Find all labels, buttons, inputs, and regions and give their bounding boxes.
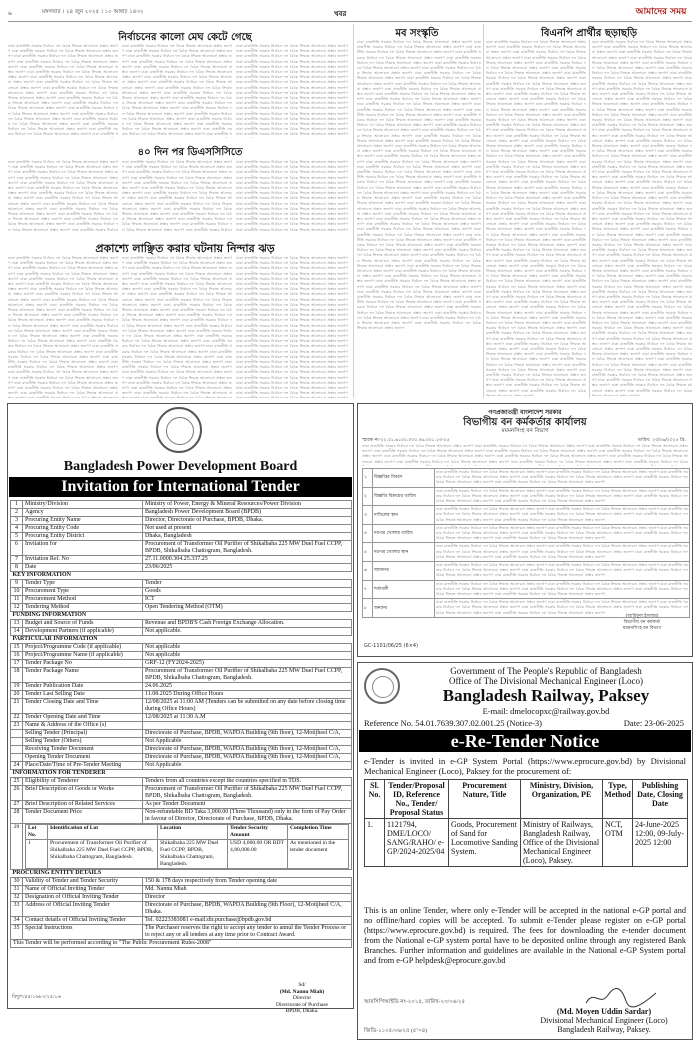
table-row [11, 501, 352, 509]
row-number: 23 [11, 722, 23, 730]
table-cell: 1. [365, 819, 385, 867]
row-value: As per Tender Document [143, 801, 352, 809]
section-name: খবর [334, 10, 347, 18]
row-number: 17 [11, 660, 23, 668]
section-heading: FUNDING INFORMATION [11, 612, 352, 620]
sig-line: Directorate of Purchase [276, 1001, 328, 1008]
row-number [11, 746, 23, 754]
row-key: Brief Description of Goods or Works [23, 786, 143, 801]
sig-name: (আরিফুল ইসলাম) [625, 614, 659, 619]
col-header: Procurement Nature, Title [449, 780, 521, 819]
col-header: Sl. No. [365, 780, 385, 819]
railway-tender-table [364, 779, 688, 867]
row-value: Tel. 02223383081 e-mail:dir.purchase@bpdb.gov.bd [143, 917, 352, 925]
row-value: Open Tendering Method (OTM) [143, 604, 352, 612]
gov-heading [402, 666, 690, 686]
table-row [11, 652, 352, 660]
row-number: ১ [363, 469, 373, 488]
row-number: 31 [11, 886, 23, 894]
lot-data-row [26, 840, 349, 869]
lot-col-header: Tender Security Amount [228, 825, 288, 840]
row-number: 18 [11, 668, 23, 683]
row-key: Tender Closing Date and Time [23, 699, 143, 714]
row-number: 24 [11, 762, 23, 770]
row-key: Receiving Tender Document [23, 746, 143, 754]
closing-row [11, 940, 352, 948]
row-key: Ministry/Division [23, 501, 143, 509]
row-key: Invitation Ref. No [23, 556, 143, 564]
row-key: Invitation for [23, 541, 143, 556]
row-value: Goods [143, 588, 352, 596]
row-key: শর্তাবলী [373, 580, 435, 599]
notice-title: e-Re-Tender Notice [359, 730, 691, 752]
row-number: 8 [11, 564, 23, 572]
notice-date: Date: 23-06-2025 [623, 718, 684, 728]
row-key: Tender Package Name [23, 668, 143, 683]
row-key: Tender Document Price [23, 809, 143, 824]
row-value: ICT [143, 596, 352, 604]
col-header: Type, Method [603, 780, 633, 819]
lot-table [25, 824, 349, 869]
reference-number: Reference No. 54.01.7639.307.02.001.25 (Notice-3) [364, 718, 542, 728]
row-number: 7 [11, 556, 23, 564]
memo-number: স্মারক নং-২২.০১.৬১০০.০০০.০৬.০০১.২৩-২৫ [362, 438, 450, 443]
row-key: Tender Last Selling Date [23, 691, 143, 699]
row-key: Address of Official Inviting Tender [23, 902, 143, 917]
page-number: ৬ [8, 10, 12, 17]
row-number: 14 [11, 628, 23, 636]
signature-scribble-icon [582, 985, 662, 1009]
section-row [11, 572, 352, 580]
row-number: 1 [11, 501, 23, 509]
lot-col-header: Identification of Lot [48, 825, 158, 840]
masthead-logo: আমাদের সময় [635, 7, 687, 17]
headline-protest: প্রকাশ্যে লাঞ্ছিত করার ঘটনায় নিন্দার ঝড় [95, 242, 275, 255]
row-key: Validity of Tender and Tender Security [23, 878, 143, 886]
article-text: ঢাকা রাজনীতি সরকার নির্বাচন দল বৈঠক সিদ্ধান্ত আলোচনা প্রস্তাব জনগণ ঢাকা রাজনীতি সরকার নির্বাচন দল বৈঠক সিদ্ধান্ত আলোচনা প্রস্তাব জনগণ ঢাকা রাজনীতি সরকার নির্বাচন দল বৈঠক সিদ্ধান্ত আলোচনা প্রস্তাব জনগণ ঢাকা রাজনীতি সরকার নির্বাচন দল বৈঠক সিদ্ধান্ত আলোচনা প্রস্তাব জনগণ ঢাকা রাজনীতি সরকার নির্বাচন দল বৈঠক সিদ্ধান্ত আলোচনা প্রস্তাব জনগণ ঢাকা রাজনীতি সরকার নির্বাচন দল বৈঠক সিদ্ধান্ত আলোচনা প্রস্তাব জনগণ ঢাকা রাজনীতি সরকার নির্বাচন দল বৈঠক সিদ্ধান্ত আলোচনা প্রস্তাব জনগণ ঢাকা রাজনীতি সরকার নির্বাচন দল বৈঠক সিদ্ধান্ত আলোচনা প্রস্তাব জনগণ ঢাকা রাজনীতি সরকার নির্বাচন দল বৈঠক সিদ্ধান্ত আলোচনা প্রস্তাব জনগণ ঢাকা রাজনীতি সরকার নির্বাচন দল বৈঠক সিদ্ধান্ত আলোচনা প্রস্তাব জনগণ ঢাকা রাজনীতি সরকার নির্বাচন দল বৈঠক সিদ্ধান্ত আলোচনা প্রস্তাব জনগণ ঢাকা রাজনীতি সরকার নির্বাচন দল বৈঠক সিদ্ধান্ত আলোচনা প্রস্তাব জনগণ ঢাকা রাজনীতি সরকার নির্বাচন দল বৈঠক সিদ্ধান্ত আলোচনা প্রস্তাব জনগণ ঢাকা রাজনীতি সরকার নির্বাচন [8, 160, 118, 232]
row-number: 5 [11, 533, 23, 541]
lot-cell: As mentioned in the tender document [288, 840, 349, 869]
row-key: Procurement Type [23, 588, 143, 596]
table-row [363, 506, 690, 525]
section-row [11, 870, 352, 878]
section-row [11, 770, 352, 778]
row-number: ৭ [363, 580, 373, 599]
row-key: Selling Tender (Others) [23, 738, 143, 746]
sig-line: ময়মনসিংহ বন বিভাগ [622, 626, 662, 631]
table-row [11, 533, 352, 541]
forest-office-notice [357, 403, 693, 657]
table-row [11, 556, 352, 564]
row-key: Special Instructions [23, 925, 143, 940]
article-text: ঢাকা রাজনীতি সরকার নির্বাচন দল বৈঠক সিদ্ধান্ত আলোচনা প্রস্তাব জনগণ ঢাকা রাজনীতি সরকার নির্বাচন দল বৈঠক সিদ্ধান্ত আলোচনা প্রস্তাব জনগণ ঢাকা রাজনীতি সরকার নির্বাচন দল বৈঠক সিদ্ধান্ত আলোচনা প্রস্তাব জনগণ ঢাকা রাজনীতি সরকার নির্বাচন দল বৈঠক সিদ্ধান্ত আলোচনা প্রস্তাব জনগণ ঢাকা রাজনীতি সরকার নির্বাচন দল বৈঠক সিদ্ধান্ত আলোচনা প্রস্তাব জনগণ ঢাকা রাজনীতি সরকার নির্বাচন দল বৈঠক সিদ্ধান্ত আলোচনা প্রস্তাব জনগণ ঢাকা রাজনীতি সরকার নির্বাচন দল বৈঠক সিদ্ধান্ত আলোচনা প্রস্তাব জনগণ ঢাকা রাজনীতি সরকার নির্বাচন দল বৈঠক সিদ্ধান্ত আলোচনা প্রস্তাব জনগণ ঢাকা রাজনীতি সরকার নির্বাচন দল বৈঠক সিদ্ধান্ত আলোচনা প্রস্তাব জনগণ ঢাকা রাজনীতি সরকার নির্বাচন দল বৈঠক সিদ্ধান্ত আলোচনা প্রস্তাব জনগণ ঢাকা রাজনীতি সরকার নির্বাচন দল বৈঠক সিদ্ধান্ত আলোচনা প্রস্তাব জনগণ ঢাকা রাজনীতি সরকার নির্বাচন দল বৈঠক সিদ্ধান্ত আলোচনা প্রস্তাব জনগণ ঢাকা রাজনীতি সরকার নির্বাচন দল বৈঠক সিদ্ধান্ত আলোচনা প্রস্তাব জনগণ ঢাকা রাজনীতি সরকার নির্বাচন দল বৈঠক সিদ্ধান্ত আলোচনা প্রস্তাব জনগণ [236, 160, 348, 232]
row-number: 19 [11, 683, 23, 691]
row-value: ঢাকা রাজনীতি সরকার নির্বাচন দল বৈঠক সিদ্ধান্ত আলোচনা প্রস্তাব জনগণ ঢাকা রাজনীতি সরকার নির্বাচন দল বৈঠক সিদ্ধান্ত আলোচনা প্রস্তাব জনগণ ঢাকা রাজনীতি সরকার নির্বাচন দল বৈঠক সিদ্ধান্ত আলোচনা প্রস্তাব জনগণ ঢাকা রাজনীতি সরকার নির্বাচন দল বৈঠক সিদ্ধান্ত আলোচনা প্রস্তাব জনগণ ঢাকা রাজনীতি সরকার নির্বাচন দল বৈঠক সিদ্ধান্ত আলোচনা প্রস্তাব জনগণ ঢাকা রাজনীতি সরকার নির্বাচন দল বৈঠক সিদ্ধান্ত আলোচনা প্রস্তাব জনগণ [435, 524, 690, 543]
row-number: 28 [11, 809, 23, 824]
row-value: Directorate of Purchase, BPDB, WAPDA Building (9th floor), 12-Motijheel C/A, [143, 730, 352, 738]
table-cell: Ministry of Railways, Bangladesh Railway, Office of the Divisional Mechanical Engineer (Loco), Paksey. [521, 819, 603, 867]
sig-line: Divisional Mechanical Engineer (Loco) [540, 1016, 668, 1025]
row-key: দরপত্র খোলার স্থান [373, 543, 435, 562]
table-row [11, 564, 352, 572]
row-number: ৩ [363, 506, 373, 525]
lot-header [23, 824, 352, 870]
row-value: ঢাকা রাজনীতি সরকার নির্বাচন দল বৈঠক সিদ্ধান্ত আলোচনা প্রস্তাব জনগণ ঢাকা রাজনীতি সরকার নির্বাচন দল বৈঠক সিদ্ধান্ত আলোচনা প্রস্তাব জনগণ ঢাকা রাজনীতি সরকার নির্বাচন দল বৈঠক সিদ্ধান্ত আলোচনা প্রস্তাব জনগণ ঢাকা রাজনীতি সরকার নির্বাচন দল বৈঠক সিদ্ধান্ত আলোচনা প্রস্তাব জনগণ ঢাকা রাজনীতি সরকার নির্বাচন দল বৈঠক সিদ্ধান্ত আলোচনা প্রস্তাব জনগণ ঢাকা রাজনীতি সরকার নির্বাচন দল বৈঠক সিদ্ধান্ত আলোচনা প্রস্তাব জনগণ [435, 506, 690, 525]
row-key: Procuring Entity Code [23, 525, 143, 533]
row-key: Opening Tender Document [23, 754, 143, 762]
article-text: ঢাকা রাজনীতি সরকার নির্বাচন দল বৈঠক সিদ্ধান্ত আলোচনা প্রস্তাব জনগণ ঢাকা রাজনীতি সরকার নির্বাচন দল বৈঠক সিদ্ধান্ত আলোচনা প্রস্তাব জনগণ ঢাকা রাজনীতি সরকার নির্বাচন দল বৈঠক সিদ্ধান্ত আলোচনা প্রস্তাব জনগণ ঢাকা রাজনীতি সরকার নির্বাচন দল বৈঠক সিদ্ধান্ত আলোচনা প্রস্তাব জনগণ ঢাকা রাজনীতি সরকার নির্বাচন দল বৈঠক সিদ্ধান্ত আলোচনা প্রস্তাব জনগণ ঢাকা রাজনীতি সরকার নির্বাচন দল বৈঠক সিদ্ধান্ত আলোচনা প্রস্তাব জনগণ ঢাকা রাজনীতি সরকার নির্বাচন দল বৈঠক সিদ্ধান্ত আলোচনা প্রস্তাব জনগণ ঢাকা রাজনীতি সরকার নির্বাচন দল বৈঠক সিদ্ধান্ত আলোচনা প্রস্তাব জনগণ ঢাকা রাজনীতি সরকার নির্বাচন দল বৈঠক সিদ্ধান্ত আলোচনা প্রস্তাব জনগণ ঢাকা রাজনীতি সরকার নির্বাচন দল বৈঠক সিদ্ধান্ত আলোচনা প্রস্তাব জনগণ ঢাকা রাজনীতি সরকার নির্বাচন দল বৈঠক সিদ্ধান্ত আলোচনা প্রস্তাব জনগণ ঢাকা রাজনীতি সরকার নির্বাচন দল বৈঠক সিদ্ধান্ত আলোচনা প্রস্তাব জনগণ ঢাকা রাজনীতি সরকার নির্বাচন দল বৈঠক সিদ্ধান্ত আলোচনা প্রস্তাব জনগণ ঢাকা রাজনীতি সরকার নির্বাচন দল বৈঠক সিদ্ধান্ত আলোচনা প্রস্তাব জনগণ ঢাকা রাজনীতি সরকার নির্বাচন দল বৈঠক সিদ্ধান্ত আলোচনা প্রস্তাব জনগণ ঢাকা রাজনীতি সরকার নির্বাচন দল বৈঠক সিদ্ধান্ত আলোচনা প্রস্তাব জনগণ ঢাকা রাজনীতি সরকার নির্বাচন দল বৈঠক সিদ্ধান্ত আলোচনা প্রস্তাব জনগণ ঢাকা রাজনীতি সরকার নির্বাচন দল বৈঠক সিদ্ধান্ত আলোচনা প্রস্তাব জনগণ ঢাকা রাজনীতি সরকার নির্বাচন দল বৈঠক সিদ্ধান্ত আলোচনা প্রস্তাব জনগণ ঢাকা রাজনীতি সরকার নির্বাচন দল বৈঠক সিদ্ধান্ত আলোচনা প্রস্তাব জনগণ ঢাকা রাজনীতি সরকার নির্বাচন দল বৈঠক সিদ্ধান্ত আলোচনা প্রস্তাব জনগণ ঢাকা রাজনীতি সরকার নির্বাচন দল বৈঠক সিদ্ধান্ত আলোচনা প্রস্তাব জনগণ ঢাকা রাজনীতি সরকার নির্বাচন দল বৈঠক সিদ্ধান্ত আলোচনা প্রস্তাব জনগণ ঢাকা রাজনীতি সরকার নির্বাচন দল বৈঠক সিদ্ধান্ত আলোচনা প্রস্তাব জনগণ ঢাকা রাজনীতি সরকার নির্বাচন দল বৈঠক সিদ্ধান্ত আলোচনা প্রস্তাব জনগণ ঢাকা রাজনীতি সরকার নির্বাচন দল বৈঠক সিদ্ধান্ত আলোচনা প্র [8, 256, 118, 396]
row-value: Director, Directorate of Purchase, BPDB, Dhaka. [143, 517, 352, 525]
gov-line-1: Government of The People's Republic of Bangladesh [450, 666, 642, 676]
column-divider [589, 40, 590, 398]
col-header: Ministry, Division, Organization, PE [521, 780, 603, 819]
row-value: Revenue and BPDB'S Cash Foreign Exchange Allocation. [143, 620, 352, 628]
table-row [11, 801, 352, 809]
table-row [11, 754, 352, 762]
row-number: ৫ [363, 543, 373, 562]
bpdb-logo-icon [156, 407, 202, 453]
table-row [11, 746, 352, 754]
row-number: 30 [11, 878, 23, 886]
row-key: Tendering Method [23, 604, 143, 612]
row-value: Tenders from all countries except the countries specified in TDS. [143, 778, 352, 786]
row-key: Procuring Entity District [23, 533, 143, 541]
forest-notice-table [362, 468, 690, 618]
row-key: দরপত্র খোলার তারিখ [373, 524, 435, 543]
railway-email: E-mail: dmelocopxc@railway.gov.bd [482, 706, 610, 716]
notice-body-text: ঢাকা রাজনীতি সরকার নির্বাচন দল বৈঠক সিদ্ধান্ত আলোচনা প্রস্তাব জনগণ ঢাকা রাজনীতি সরকার নির্বাচন দল বৈঠক সিদ্ধান্ত আলোচনা প্রস্তাব জনগণ ঢাকা রাজনীতি সরকার নির্বাচন দল বৈঠক সিদ্ধান্ত আলোচনা প্রস্তাব জনগণ ঢাকা রাজনীতি সরকার নির্বাচন দল বৈঠক সিদ্ধান্ত আলোচনা প্রস্তাব জনগণ ঢাকা রাজনীতি সরকার নির্বাচন দল বৈঠক সিদ্ধান্ত আলোচনা প্রস্তাব জনগণ ঢাকা রাজনীতি সরকার নির্বাচন দল বৈঠক সিদ্ধান্ত আলোচনা প্রস্তাব জনগণ ঢাকা রাজনীতি সরকার নির্বাচন দল বৈঠক সিদ্ধান্ত আলোচনা প্রস্তাব জনগণ ঢাকা রাজনীতি সরকার নির্বাচন দল বৈঠক সিদ্ধান্ত আলোচনা প্রস্তাব জনগণ ঢাকা রাজনীতি সরকার নির্বাচন দল বৈঠক সিদ্ধান্ত আলোচনা প্রস্তাব জনগণ ঢাকা রাজনীতি সরকার নির্বাচন দল বৈঠক সিদ্ধান্ত আলোচনা প্রস্তাব জনগণ ঢাকা রাজনীতি সরকার নির্বাচন দল বৈঠক সিদ্ধান্ত আলোচনা প্রস্তাব জনগণ ঢাকা রাজনীতি সরকার নির্বাচন দল বৈঠক [362, 444, 688, 464]
article-text: ঢাকা রাজনীতি সরকার নির্বাচন দল বৈঠক সিদ্ধান্ত আলোচনা প্রস্তাব জনগণ ঢাকা রাজনীতি সরকার নির্বাচন দল বৈঠক সিদ্ধান্ত আলোচনা প্রস্তাব জনগণ ঢাকা রাজনীতি সরকার নির্বাচন দল বৈঠক সিদ্ধান্ত আলোচনা প্রস্তাব জনগণ ঢাকা রাজনীতি সরকার নির্বাচন দল বৈঠক সিদ্ধান্ত আলোচনা প্রস্তাব জনগণ ঢাকা রাজনীতি সরকার নির্বাচন দল বৈঠক সিদ্ধান্ত আলোচনা প্রস্তাব জনগণ ঢাকা রাজনীতি সরকার নির্বাচন দল বৈঠক সিদ্ধান্ত আলোচনা প্রস্তাব জনগণ ঢাকা রাজনীতি সরকার নির্বাচন দল বৈঠক সিদ্ধান্ত আলোচনা প্রস্তাব জনগণ ঢাকা রাজনীতি সরকার নির্বাচন দল বৈঠক সিদ্ধান্ত আলোচনা প্রস্তাব জনগণ ঢাকা রাজনীতি সরকার নির্বাচন দল বৈঠক সিদ্ধান্ত আলোচনা প্রস্তাব জনগণ ঢাকা রাজনীতি সরকার নির্বাচন দল বৈঠক সিদ্ধান্ত আলোচনা প্রস্তাব জনগণ ঢাকা রাজনীতি সরকার নির্বাচন দল বৈঠক সিদ্ধান্ত আলোচনা প্রস্তাব জনগণ ঢাকা রাজনীতি সরকার নির্বাচন দল বৈঠক সিদ্ধান্ত আলোচনা প্রস্তাব জনগণ ঢাকা রাজনীতি সরকার নির্বাচন দল বৈঠক সিদ্ধান্ত আলোচনা প্রস্তাব জনগণ ঢাকা রাজনীতি সরকার নির্বাচন দল বৈঠক সিদ্ধান্ত আলোচনা প্রস্তাব জনগণ ঢাকা রাজনীতি সরকার নির্বাচন দল বৈঠক সিদ্ধান্ত আলোচনা প্রস্তাব জনগণ ঢাকা রাজনীতি সরকার নির্বাচন দল বৈঠক সিদ্ধান্ত আলোচনা প্রস্তাব জনগণ ঢাকা রাজনীতি সরকার নির্বাচন দল বৈঠক সিদ্ধান্ত আলোচনা প্রস্তাব জনগণ ঢাকা রাজনীতি স [8, 44, 118, 137]
sig-name: (Md. Moyen Uddin Sardar) [556, 1007, 652, 1016]
row-value: 12/08/2025 at 11:00 AM (Tenders can be submitted on any date before closing time during Office Hours) [143, 699, 352, 714]
row-number: 13 [11, 620, 23, 628]
lot-header-row [11, 824, 352, 870]
row-key: Budget and Source of Funds [23, 620, 143, 628]
section-heading: PROCURING ENTITY DETAILS [11, 870, 352, 878]
row-number: 34 [11, 917, 23, 925]
table-row [11, 714, 352, 722]
notice-intro: e-Tender is invited in e-GP System Portal (https://www.eprocure.gov.bd) by Divisional Mechanical Engineer (Loco), Paksey for the procurement of: [364, 756, 686, 776]
table-row [11, 778, 352, 786]
table-row [11, 628, 352, 636]
col-header: Tender/Proposal ID, Reference No., Tender/ Proposal Status [385, 780, 449, 819]
row-key: Contact details of Official Inviting Tender [23, 917, 143, 925]
table-row [11, 738, 352, 746]
table-row [11, 809, 352, 824]
table-row [11, 699, 352, 714]
bpdb-signature-block [257, 982, 347, 1015]
page-header [8, 4, 692, 22]
row-key: Tender Package No [23, 660, 143, 668]
article-text: ঢাকা রাজনীতি সরকার নির্বাচন দল বৈঠক সিদ্ধান্ত আলোচনা প্রস্তাব জনগণ ঢাকা রাজনীতি সরকার নির্বাচন দল বৈঠক সিদ্ধান্ত আলোচনা প্রস্তাব জনগণ ঢাকা রাজনীতি সরকার নির্বাচন দল বৈঠক সিদ্ধান্ত আলোচনা প্রস্তাব জনগণ ঢাকা রাজনীতি সরকার নির্বাচন দল বৈঠক সিদ্ধান্ত আলোচনা প্রস্তাব জনগণ ঢাকা রাজনীতি সরকার নির্বাচন দল বৈঠক সিদ্ধান্ত আলোচনা প্রস্তাব জনগণ ঢাকা রাজনীতি সরকার নির্বাচন দল বৈঠক সিদ্ধান্ত আলোচনা প্রস্তাব জনগণ ঢাকা রাজনীতি সরকার নির্বাচন দল বৈঠক সিদ্ধান্ত আলোচনা প্রস্তাব জনগণ ঢাকা রাজনীতি সরকার নির্বাচন দল বৈঠক সিদ্ধান্ত আলোচনা প্রস্তাব জনগণ ঢাকা রাজনীতি সরকার নির্বাচন দল বৈঠক সিদ্ধান্ত আলোচনা প্রস্তাব জনগণ ঢাকা রাজনীতি সরকার নির্বাচন দল বৈঠক সিদ্ধান্ত আলোচনা প্রস্তাব জনগণ ঢাকা রাজনীতি সরকার নির্বাচন দল বৈঠক সিদ্ধান্ত আলোচনা প্রস্তাব জনগণ ঢাকা রাজনীতি সরকার নির্বাচন দল বৈঠক সিদ্ধান্ত আলোচনা প্রস্তাব জনগণ ঢাকা রাজনীতি সরকার নির্বাচন দল বৈঠক সিদ্ধান্ত আলোচনা প্রস্তাব জনগণ ঢাকা রাজনীতি সরকার নির্বাচন দল বৈঠক সিদ্ধান্ত আলোচনা প্রস্তাব জনগণ ঢাকা রাজনীতি সরকার নির্বাচন দল বৈঠক সিদ্ধান্ত আলোচনা প্রস্তাব জনগণ ঢাকা রাজনীতি সরকার নির্বাচন দল বৈঠক সিদ্ধান্ত আলোচনা প্রস্তাব জনগণ ঢাকা রাজনীতি সরকার নির্বাচন দল বৈঠক সিদ্ধান্ত আলোচনা প্রস্তাব জনগণ ঢাকা রাজনীতি স [122, 44, 232, 137]
row-value: Not applicable [143, 644, 352, 652]
row-value: Director [143, 894, 352, 902]
bpdb-footer-code: বিদ্যুৎ/৪৫/১৬৮৩/২৫/০৬ [12, 995, 61, 1000]
row-value: Procurement of Transformer Oil Purifier of Shikalbaha 225 MW Duel Fuel CCPP, BPDB, Shikalbaha Chattogram, Bangladesh. [143, 541, 352, 556]
table-row [11, 691, 352, 699]
closing-note: This Tender will be performed according to "The Public Procurement Rules-2008" [11, 940, 352, 948]
col-header: Publishing Date, Closing Date [633, 780, 688, 819]
row-number: 33 [11, 902, 23, 917]
table-row [11, 683, 352, 691]
row-value: ঢাকা রাজনীতি সরকার নির্বাচন দল বৈঠক সিদ্ধান্ত আলোচনা প্রস্তাব জনগণ ঢাকা রাজনীতি সরকার নির্বাচন দল বৈঠক সিদ্ধান্ত আলোচনা প্রস্তাব জনগণ ঢাকা রাজনীতি সরকার নির্বাচন দল বৈঠক সিদ্ধান্ত আলোচনা প্রস্তাব জনগণ ঢাকা রাজনীতি সরকার নির্বাচন দল বৈঠক সিদ্ধান্ত আলোচনা প্রস্তাব জনগণ ঢাকা রাজনীতি সরকার নির্বাচন দল বৈঠক সিদ্ধান্ত আলোচনা প্রস্তাব জনগণ ঢাকা রাজনীতি সরকার নির্বাচন দল বৈঠক সিদ্ধান্ত আলোচনা প্রস্তাব জনগণ [435, 562, 690, 581]
row-number: 6 [11, 541, 23, 556]
table-row [11, 668, 352, 683]
column-divider [353, 24, 354, 398]
gov-line-2: Office of The Divisional Mechanical Engineer (Loco) [448, 676, 644, 686]
row-value: Non-refundable BD Taka 3,000.00 (Three Thousand) only in the form of Pay Order in favour of Director, Directorate of Purchase, BPDB, Dhaka. [143, 809, 352, 824]
article-text: ঢাকা রাজনীতি সরকার নির্বাচন দল বৈঠক সিদ্ধান্ত আলোচনা প্রস্তাব জনগণ ঢাকা রাজনীতি সরকার নির্বাচন দল বৈঠক সিদ্ধান্ত আলোচনা প্রস্তাব জনগণ ঢাকা রাজনীতি সরকার নির্বাচন দল বৈঠক সিদ্ধান্ত আলোচনা প্রস্তাব জনগণ ঢাকা রাজনীতি সরকার নির্বাচন দল বৈঠক সিদ্ধান্ত আলোচনা প্রস্তাব জনগণ ঢাকা রাজনীতি সরকার নির্বাচন দল বৈঠক সিদ্ধান্ত আলোচনা প্রস্তাব জনগণ ঢাকা রাজনীতি সরকার নির্বাচন দল বৈঠক সিদ্ধান্ত আলোচনা প্রস্তাব জনগণ ঢাকা রাজনীতি সরকার নির্বাচন দল বৈঠক সিদ্ধান্ত আলোচনা প্রস্তাব জনগণ ঢাকা রাজনীতি সরকার নির্বাচন দল বৈঠক সিদ্ধান্ত আলোচনা প্রস্তাব জনগণ ঢাকা রাজনীতি সরকার নির্বাচন দল বৈঠক সিদ্ধান্ত আলোচনা প্রস্তাব জনগণ ঢাকা রাজনীতি সরকার নির্বাচন দল বৈঠক সিদ্ধান্ত আলোচনা প্রস্তাব জনগণ ঢাকা রাজনীতি সরকার নির্বাচন দল বৈঠক সিদ্ধান্ত আলোচনা প্রস্তাব জনগণ ঢাকা রাজনীতি সরকার নির্বাচন দল বৈঠক সিদ্ধান্ত আলোচনা প্রস্তাব জনগণ ঢাকা রাজনীতি সরকার নির্বাচন দল বৈঠক সিদ্ধান্ত আলোচনা প্রস্তাব জনগণ ঢাকা রাজনীতি সরকার নির্বাচন দল বৈঠক সিদ্ধান্ত আলোচনা প্রস্তাব জনগণ ঢাকা রাজনীতি সরকার নির্বাচন দল বৈঠক সিদ্ধান্ত আলোচনা প্রস্তাব জনগণ ঢাকা রাজনীতি সরকার নির্বাচন দল বৈঠক সিদ্ধান্ত আলোচনা প্রস্তাব জনগণ ঢাকা রাজনীতি সরকার নির্বাচন দল বৈঠক সিদ্ধান্ত আলোচনা প্রস্তাব জনগণ ঢাকা রাজনীতি সরকার নির্বাচন দল বৈঠক সিদ্ধান্ত আলোচনা প্রস্তাব জনগণ ঢাকা রাজনীতি সরকার নির্বাচন দল বৈঠক সিদ্ধান্ত আলোচনা প্রস্তাব জনগণ ঢাকা রাজনীতি সরকার নির্বাচন দল বৈঠক সিদ্ধান্ত আলোচনা প্রস্তাব জনগণ ঢাকা রাজনীতি সরকার নির্বাচন দল বৈঠক সিদ্ধান্ত আলোচনা প্রস্তাব জনগণ ঢাকা রাজনীতি সরকার নির্বাচন দল বৈঠক সিদ্ধান্ত আলোচনা প্রস্তাব জনগণ ঢাকা রাজনীতি সরকার নির্বাচন দল বৈঠক সিদ্ধান্ত আলোচনা প্রস্তাব জনগণ ঢাকা রাজনীতি সরকার নির্বাচন দল বৈঠক সিদ্ধান্ত আলোচনা প্রস্তাব জনগণ ঢাকা রাজনীতি সরকার নির্বাচন দল বৈঠক সিদ্ধান্ত আলোচনা প্রস্তাব জনগণ ঢাকা রাজনীতি সরকার নির্বাচন দল বৈঠক সিদ্ধান্ত আলোচনা প্রস্তাব জনগণ ঢাকা রাজনীতি সরকার নির্বাচন দল বৈঠক সিদ্ধান্ত আলোচনা প্রস্তাব জনগণ ঢাকা রাজনীতি সরকার নির্বাচন দল বৈঠক সিদ্ধান্ত আলোচনা প্রস্তাব জনগণ ঢাকা রাজনীতি সরকার নির্বাচন দল বৈঠক সিদ্ধান্ত আলোচনা প্রস্তাব জনগণ ঢাকা রাজনীতি সরকার নির্বাচন দল বৈঠক সিদ্ধান্ত আলোচনা প্রস্তাব জনগণ ঢাকা রাজনীতি সরকার নির্বাচন দল বৈঠক সিদ্ধান্ত আলোচনা প্রস্তাব জনগণ ঢাকা রাজনীতি সরকার নির্বাচন দল বৈঠক সিদ্ধান্ত আলোচনা প্রস্তাব জনগণ ঢাকা রাজনীতি সরকার নির্বাচন দল বৈঠক সিদ্ধান্ত আলোচনা প্রস্তাব জনগণ ঢাকা রাজনীতি সরকার নির্বাচন দল বৈঠক সিদ্ধান্ত আলোচনা প্রস্তাব জনগণ ঢাকা রাজনীতি সরকার নির্বাচন দল বৈঠক সিদ্ধান্ত আলোচনা প্রস্তাব জনগণ ঢাকা রাজনীতি সরকার নির্বাচন দল বৈঠক সিদ্ধান্ত আলোচনা প্রস্তাব জনগণ ঢাকা রাজনীতি সরকার নির্বাচন দল বৈঠক সিদ্ধান্ত আলোচনা প্রস্তাব জনগণ ঢাকা রাজনীতি সরকার নির্বাচন দল বৈঠক সিদ্ধান্ত আলোচনা প্রস্তাব জনগণ ঢাকা রাজনীতি সরকার নির্বাচন দল বৈঠক সিদ্ধান্ত আলোচনা প্রস্তাব জনগণ ঢাকা রাজনীতি সরকার নির্বাচন দল বৈঠক সিদ্ধান্ত আলোচনা প্রস্তাব জনগণ ঢাকা রাজনীতি সরকার নির্বাচন দল বৈঠক সিদ্ধান্ত আলোচনা প্রস্তাব জনগণ ঢাকা রাজনীতি সরকার নির্বাচন দল বৈঠক সিদ্ধান্ত আলোচনা প্রস্তাব জনগণ ঢাকা রাজনীতি সরকার নির্বাচন দল বৈঠক সিদ্ধান্ত আলোচনা প্রস্তাব জনগণ ঢাকা রাজনীতি সরকার নির্বাচন দল বৈঠক সিদ্ধান্ত আলোচনা প্রস্তাব জনগণ ঢাকা রাজনীতি সরকার নির্বাচন দল বৈঠক সিদ্ধান্ত আলোচনা প্রস্তাব জনগণ ঢাকা রাজনীতি সরকার নির্বাচন দল বৈঠক সিদ্ধান্ত আলোচনা প্রস্তাব জনগণ ঢাকা রাজনীতি সরকার নির্বাচন দল বৈঠক সিদ্ধান্ত আলোচনা প্রস্তাব জনগণ ঢাকা রাজনীতি সরকার নির্বাচন দল বৈঠক সিদ্ধান্ত আলোচনা প্রস্তাব জনগণ ঢাকা রাজনীতি সরকার নির্বাচন দল বৈঠক সিদ্ধান্ত আলোচনা প্রস্তাব জনগণ ঢাকা রাজনীতি সরকার নির্বাচন দল বৈঠক সিদ্ধান্ত আলোচনা প্রস্তাব জনগণ ঢাকা রাজনীতি সরকার নির্বাচন দল বৈঠক সিদ্ধান্ত আলোচনা প্রস্তাব জনগণ ঢাকা রাজনীতি সরকার নির্বাচন দল বৈঠক সিদ্ধান্ত আলোচনা প্রস্তাব জনগণ ঢাকা রাজনীতি সরকার নির্বাচন দল বৈঠক সিদ্ধান্ত আলোচনা প্রস্তাব জনগণ ঢাকা রাজনীতি সরকার নির্বাচন দল বৈঠক সিদ্ধান্ত আলোচনা প্রস্তাব জনগণ ঢাকা রাজনীতি সরকার নির্বাচন দল বৈঠক সিদ্ধান্ত আলোচনা প্রস্তাব জনগণ ঢাকা রাজনীতি সরকার নির্বাচন দল বৈঠক সিদ্ধান্ত আলোচনা প্রস্তাব জনগণ ঢাকা রাজনীতি সরকার নির্বাচন দল বৈঠক সিদ্ধান্ত আলোচনা প্রস্তাব জনগণ ঢাকা রাজনীতি সরকার নির্বাচন দল বৈঠক সিদ্ধান্ত আলোচনা প্রস্তাব জনগণ ঢাকা রাজনীতি সরকার নির্বাচন দল বৈঠক সিদ্ধান্ত আলোচনা প্রস্তাব জনগণ ঢাকা রাজনীতি সরকার নির্বাচন দল বৈঠক সিদ্ধান্ত আলোচনা প্রস্তাব জনগণ [592, 40, 692, 396]
row-number [11, 738, 23, 746]
row-number [11, 730, 23, 738]
section-row [11, 612, 352, 620]
article-text: ঢাকা রাজনীতি সরকার নির্বাচন দল বৈঠক সিদ্ধান্ত আলোচনা প্রস্তাব জনগণ ঢাকা রাজনীতি সরকার নির্বাচন দল বৈঠক সিদ্ধান্ত আলোচনা প্রস্তাব জনগণ ঢাকা রাজনীতি সরকার নির্বাচন দল বৈঠক সিদ্ধান্ত আলোচনা প্রস্তাব জনগণ ঢাকা রাজনীতি সরকার নির্বাচন দল বৈঠক সিদ্ধান্ত আলোচনা প্রস্তাব জনগণ ঢাকা রাজনীতি সরকার নির্বাচন দল বৈঠক সিদ্ধান্ত আলোচনা প্রস্তাব জনগণ ঢাকা রাজনীতি সরকার নির্বাচন দল বৈঠক সিদ্ধান্ত আলোচনা প্রস্তাব জনগণ ঢাকা রাজনীতি সরকার নির্বাচন দল বৈঠক সিদ্ধান্ত আলোচনা প্রস্তাব জনগণ ঢাকা রাজনীতি সরকার নির্বাচন দল বৈঠক সিদ্ধান্ত আলোচনা প্রস্তাব জনগণ ঢাকা রাজনীতি সরকার নির্বাচন দল বৈঠক সিদ্ধান্ত আলোচনা প্রস্তাব জনগণ ঢাকা রাজনীতি সরকার নির্বাচন দল বৈঠক সিদ্ধান্ত আলোচনা প্রস্তাব জনগণ ঢাকা রাজনীতি সরকার নির্বাচন দল বৈঠক সিদ্ধান্ত আলোচনা প্রস্তাব জনগণ ঢাকা রাজনীতি সরকার নির্বাচন দল বৈঠক সিদ্ধান্ত আলোচনা প্রস্তাব জনগণ ঢাকা রাজনীতি সরকার নির্বাচন দল বৈঠক সিদ্ধান্ত আলোচনা প্রস্তাব জনগণ ঢাকা রাজনীতি সরকার নির্বাচন দল বৈঠক সিদ্ধান্ত আলোচনা প্রস্তাব জনগণ ঢাকা রাজনীতি সরকার নির্বাচন দল বৈঠক সিদ্ধান্ত আলোচনা প্রস্তাব জনগণ ঢাকা রাজনীতি সরকার নির্বাচন দল বৈঠক সিদ্ধান্ত আলোচনা প্রস্তাব জনগণ ঢাকা রাজনীতি সরকার নির্বাচন দল বৈঠক সিদ্ধান্ত আলোচনা প্রস্তাব জনগণ ঢাকা রাজনীতি সরকার নির্বাচন দল বৈঠক সিদ্ধান্ত আলোচনা প্রস্তাব জনগণ [236, 44, 348, 137]
table-row [363, 543, 690, 562]
row-key: দাখিলের স্থান [373, 506, 435, 525]
headline-election: নির্বাচনের কালো মেঘ কেটে গেছে [118, 32, 252, 43]
row-key: Name of Official Inviting Tender [23, 886, 143, 894]
table-row [11, 541, 352, 556]
row-number: 10 [11, 588, 23, 596]
row-number: 21 [11, 699, 23, 714]
table-row [11, 644, 352, 652]
section-heading: PARTICULAR INFORMATION [11, 636, 352, 644]
railway-signature-block [524, 1007, 684, 1034]
division-name: ময়মনসিংহ বন বিভাগ [501, 428, 549, 434]
office-title: বিভাগীয় বন কর্মকর্তার কার্যালয় [463, 417, 587, 428]
sig-line: Director [292, 995, 312, 1001]
row-value: 27.11.0000.304.25.337.25 [143, 556, 352, 564]
row-value: GRF-12 (FY2024-2025) [143, 660, 352, 668]
article-text: ঢাকা রাজনীতি সরকার নির্বাচন দল বৈঠক সিদ্ধান্ত আলোচনা প্রস্তাব জনগণ ঢাকা রাজনীতি সরকার নির্বাচন দল বৈঠক সিদ্ধান্ত আলোচনা প্রস্তাব জনগণ ঢাকা রাজনীতি সরকার নির্বাচন দল বৈঠক সিদ্ধান্ত আলোচনা প্রস্তাব জনগণ ঢাকা রাজনীতি সরকার নির্বাচন দল বৈঠক সিদ্ধান্ত আলোচনা প্রস্তাব জনগণ ঢাকা রাজনীতি সরকার নির্বাচন দল বৈঠক সিদ্ধান্ত আলোচনা প্রস্তাব জনগণ ঢাকা রাজনীতি সরকার নির্বাচন দল বৈঠক সিদ্ধান্ত আলোচনা প্রস্তাব জনগণ ঢাকা রাজনীতি সরকার নির্বাচন দল বৈঠক সিদ্ধান্ত আলোচনা প্রস্তাব জনগণ ঢাকা রাজনীতি সরকার নির্বাচন দল বৈঠক সিদ্ধান্ত আলোচনা প্রস্তাব জনগণ ঢাকা রাজনীতি সরকার নির্বাচন দল বৈঠক সিদ্ধান্ত আলোচনা প্রস্তাব জনগণ ঢাকা রাজনীতি সরকার নির্বাচন দল বৈঠক সিদ্ধান্ত আলোচনা প্রস্তাব জনগণ ঢাকা রাজনীতি সরকার নির্বাচন দল বৈঠক সিদ্ধান্ত আলোচনা প্রস্তাব জনগণ ঢাকা রাজনীতি সরকার নির্বাচন দল বৈঠক সিদ্ধান্ত আলোচনা প্রস্তাব জনগণ ঢাকা রাজনীতি সরকার নির্বাচন দল বৈঠক সিদ্ধান্ত আলোচনা প্রস্তাব জনগণ ঢাকা রাজনীতি সরকার নির্বাচন [122, 160, 232, 232]
row-value: 24.06.2025 [143, 683, 352, 691]
rail-ad-code: আরসিপিআইডি নং-২০১৫, তারিখ-২৩/০৬/২৫ [364, 999, 466, 1005]
row-number: 9 [11, 580, 23, 588]
bpdb-tender-ad [7, 403, 354, 1014]
table-row [11, 596, 352, 604]
table-row [11, 894, 352, 902]
table-row [11, 604, 352, 612]
row-key: Designation of Official Inviting Tender [23, 894, 143, 902]
row-key: বিজ্ঞপ্তি বিক্রয়ের তারিখ [373, 487, 435, 506]
table-row [11, 525, 352, 533]
lot-cell: Shikalbaha 225 MW Duel Fuel CCPP, BPDB, Shikalbaha Chattogram, Bangladesh. [158, 840, 228, 869]
column-divider [483, 24, 484, 398]
row-value: The Purchaser reserves the right to accept any tender to annul the Tender Process or to reject any or all tenders at any time prior to Contract Award. [143, 925, 352, 940]
row-key: Project/Programme Code (if applicable) [23, 644, 143, 652]
row-number: 3 [11, 517, 23, 525]
row-value: Directorate of Purchase, BPDB, WAPDA Building (9th floor), 12-Motijheel C/A, [143, 746, 352, 754]
row-value: ঢাকা রাজনীতি সরকার নির্বাচন দল বৈঠক সিদ্ধান্ত আলোচনা প্রস্তাব জনগণ ঢাকা রাজনীতি সরকার নির্বাচন দল বৈঠক সিদ্ধান্ত আলোচনা প্রস্তাব জনগণ ঢাকা রাজনীতি সরকার নির্বাচন দল বৈঠক সিদ্ধান্ত আলোচনা প্রস্তাব জনগণ ঢাকা রাজনীতি সরকার নির্বাচন দল বৈঠক সিদ্ধান্ত আলোচনা প্রস্তাব জনগণ ঢাকা রাজনীতি সরকার নির্বাচন দল বৈঠক সিদ্ধান্ত আলোচনা প্রস্তাব জনগণ ঢাকা রাজনীতি সরকার নির্বাচন দল বৈঠক সিদ্ধান্ত আলোচনা প্রস্তাব জনগণ [435, 599, 690, 618]
table-row [11, 902, 352, 917]
row-value: ঢাকা রাজনীতি সরকার নির্বাচন দল বৈঠক সিদ্ধান্ত আলোচনা প্রস্তাব জনগণ ঢাকা রাজনীতি সরকার নির্বাচন দল বৈঠক সিদ্ধান্ত আলোচনা প্রস্তাব জনগণ ঢাকা রাজনীতি সরকার নির্বাচন দল বৈঠক সিদ্ধান্ত আলোচনা প্রস্তাব জনগণ ঢাকা রাজনীতি সরকার নির্বাচন দল বৈঠক সিদ্ধান্ত আলোচনা প্রস্তাব জনগণ ঢাকা রাজনীতি সরকার নির্বাচন দল বৈঠক সিদ্ধান্ত আলোচনা প্রস্তাব জনগণ ঢাকা রাজনীতি সরকার নির্বাচন দল বৈঠক সিদ্ধান্ত আলোচনা প্রস্তাব জনগণ [435, 487, 690, 506]
section-heading: KEY INFORMATION [11, 572, 352, 580]
row-value: ঢাকা রাজনীতি সরকার নির্বাচন দল বৈঠক সিদ্ধান্ত আলোচনা প্রস্তাব জনগণ ঢাকা রাজনীতি সরকার নির্বাচন দল বৈঠক সিদ্ধান্ত আলোচনা প্রস্তাব জনগণ ঢাকা রাজনীতি সরকার নির্বাচন দল বৈঠক সিদ্ধান্ত আলোচনা প্রস্তাব জনগণ ঢাকা রাজনীতি সরকার নির্বাচন দল বৈঠক সিদ্ধান্ত আলোচনা প্রস্তাব জনগণ ঢাকা রাজনীতি সরকার নির্বাচন দল বৈঠক সিদ্ধান্ত আলোচনা প্রস্তাব জনগণ ঢাকা রাজনীতি সরকার নির্বাচন দল বৈঠক সিদ্ধান্ত আলোচনা প্রস্তাব জনগণ [435, 469, 690, 488]
headline-dscc: ৪০ দিন পর ডিএসসিসিতে [137, 147, 243, 158]
railway-name: Bangladesh Railway, Paksey [442, 686, 650, 705]
table-row [11, 730, 352, 738]
row-value: 23/06/2025 [143, 564, 352, 572]
table-row [11, 517, 352, 525]
row-key: Procurement Method [23, 596, 143, 604]
row-number [11, 754, 23, 762]
date-line: মঙ্গলবার । ২৪ জুন ২০২৫ । ১০ আষাঢ় ১৪৩২ [42, 9, 144, 15]
row-number: 27 [11, 801, 23, 809]
row-value: Not applicable [143, 652, 352, 660]
article-text: ঢাকা রাজনীতি সরকার নির্বাচন দল বৈঠক সিদ্ধান্ত আলোচনা প্রস্তাব জনগণ ঢাকা রাজনীতি সরকার নির্বাচন দল বৈঠক সিদ্ধান্ত আলোচনা প্রস্তাব জনগণ ঢাকা রাজনীতি সরকার নির্বাচন দল বৈঠক সিদ্ধান্ত আলোচনা প্রস্তাব জনগণ ঢাকা রাজনীতি সরকার নির্বাচন দল বৈঠক সিদ্ধান্ত আলোচনা প্রস্তাব জনগণ ঢাকা রাজনীতি সরকার নির্বাচন দল বৈঠক সিদ্ধান্ত আলোচনা প্রস্তাব জনগণ ঢাকা রাজনীতি সরকার নির্বাচন দল বৈঠক সিদ্ধান্ত আলোচনা প্রস্তাব জনগণ ঢাকা রাজনীতি সরকার নির্বাচন দল বৈঠক সিদ্ধান্ত আলোচনা প্রস্তাব জনগণ ঢাকা রাজনীতি সরকার নির্বাচন দল বৈঠক সিদ্ধান্ত আলোচনা প্রস্তাব জনগণ ঢাকা রাজনীতি সরকার নির্বাচন দল বৈঠক সিদ্ধান্ত আলোচনা প্রস্তাব জনগণ ঢাকা রাজনীতি সরকার নির্বাচন দল বৈঠক সিদ্ধান্ত আলোচনা প্রস্তাব জনগণ ঢাকা রাজনীতি সরকার নির্বাচন দল বৈঠক সিদ্ধান্ত আলোচনা প্রস্তাব জনগণ ঢাকা রাজনীতি সরকার নির্বাচন দল বৈঠক সিদ্ধান্ত আলোচনা প্রস্তাব জনগণ ঢাকা রাজনীতি সরকার নির্বাচন দল বৈঠক সিদ্ধান্ত আলোচনা প্রস্তাব জনগণ ঢাকা রাজনীতি সরকার নির্বাচন দল বৈঠক সিদ্ধান্ত আলোচনা প্রস্তাব জনগণ ঢাকা রাজনীতি সরকার নির্বাচন দল বৈঠক সিদ্ধান্ত আলোচনা প্রস্তাব জনগণ ঢাকা রাজনীতি সরকার নির্বাচন দল বৈঠক সিদ্ধান্ত আলোচনা প্রস্তাব জনগণ ঢাকা রাজনীতি সরকার নির্বাচন দল বৈঠক সিদ্ধান্ত আলোচনা প্রস্তাব জনগণ ঢাকা রাজনীতি সরকার নির্বাচন দল বৈঠক সিদ্ধান্ত আলোচনা প্রস্তাব জনগণ ঢাকা রাজনীতি সরকার নির্বাচন দল বৈঠক সিদ্ধান্ত আলোচনা প্রস্তাব জনগণ ঢাকা রাজনীতি সরকার নির্বাচন দল বৈঠক সিদ্ধান্ত আলোচনা প্রস্তাব জনগণ ঢাকা রাজনীতি সরকার নির্বাচন দল বৈঠক সিদ্ধান্ত আলোচনা প্রস্তাব জনগণ ঢাকা রাজনীতি সরকার নির্বাচন দল বৈঠক সিদ্ধান্ত আলোচনা প্রস্তাব জনগণ ঢাকা রাজনীতি সরকার নির্বাচন দল বৈঠক সিদ্ধান্ত আলোচনা প্রস্তাব জনগণ ঢাকা রাজনীতি সরকার নির্বাচন দল বৈঠক সিদ্ধান্ত আলোচনা প্রস্তাব জনগণ ঢাকা রাজনীতি সরকার নির্বাচন দল বৈঠক সিদ্ধান্ত আলোচনা প্রস্তাব জনগণ ঢাকা রাজনীতি সরকার নির্বাচন দল বৈঠক সিদ্ধান্ত আলোচনা প্রস্তাব জনগণ ঢাকা রাজনীতি সরকার নির্বাচন দল বৈঠক সিদ্ধান্ত আলোচনা প্রস্তাব জনগণ [236, 256, 348, 396]
row-value: 150 & 178 days respectively from Tender opening date [143, 878, 352, 886]
row-value: 12/08/2025 at 11:30 A.M [143, 714, 352, 722]
article-text: ঢাকা রাজনীতি সরকার নির্বাচন দল বৈঠক সিদ্ধান্ত আলোচনা প্রস্তাব জনগণ ঢাকা রাজনীতি সরকার নির্বাচন দল বৈঠক সিদ্ধান্ত আলোচনা প্রস্তাব জনগণ ঢাকা রাজনীতি সরকার নির্বাচন দল বৈঠক সিদ্ধান্ত আলোচনা প্রস্তাব জনগণ ঢাকা রাজনীতি সরকার নির্বাচন দল বৈঠক সিদ্ধান্ত আলোচনা প্রস্তাব জনগণ ঢাকা রাজনীতি সরকার নির্বাচন দল বৈঠক সিদ্ধান্ত আলোচনা প্রস্তাব জনগণ ঢাকা রাজনীতি সরকার নির্বাচন দল বৈঠক সিদ্ধান্ত আলোচনা প্রস্তাব জনগণ ঢাকা রাজনীতি সরকার নির্বাচন দল বৈঠক সিদ্ধান্ত আলোচনা প্রস্তাব জনগণ ঢাকা রাজনীতি সরকার নির্বাচন দল বৈঠক সিদ্ধান্ত আলোচনা প্রস্তাব জনগণ ঢাকা রাজনীতি সরকার নির্বাচন দল বৈঠক সিদ্ধান্ত আলোচনা প্রস্তাব জনগণ ঢাকা রাজনীতি সরকার নির্বাচন দল বৈঠক সিদ্ধান্ত আলোচনা প্রস্তাব জনগণ ঢাকা রাজনীতি সরকার নির্বাচন দল বৈঠক সিদ্ধান্ত আলোচনা প্রস্তাব জনগণ ঢাকা রাজনীতি সরকার নির্বাচন দল বৈঠক সিদ্ধান্ত আলোচনা প্রস্তাব জনগণ ঢাকা রাজনীতি সরকার নির্বাচন দল বৈঠক সিদ্ধান্ত আলোচনা প্রস্তাব জনগণ ঢাকা রাজনীতি সরকার নির্বাচন দল বৈঠক সিদ্ধান্ত আলোচনা প্রস্তাব জনগণ ঢাকা রাজনীতি সরকার নির্বাচন দল বৈঠক সিদ্ধান্ত আলোচনা প্রস্তাব জনগণ ঢাকা রাজনীতি সরকার নির্বাচন দল বৈঠক সিদ্ধান্ত আলোচনা প্রস্তাব জনগণ ঢাকা রাজনীতি সরকার নির্বাচন দল বৈঠক সিদ্ধান্ত আলোচনা প্রস্তাব জনগণ ঢাকা রাজনীতি সরকার নির্বাচন দল বৈঠক সিদ্ধান্ত আলোচনা প্রস্তাব জনগণ ঢাকা রাজনীতি সরকার নির্বাচন দল বৈঠক সিদ্ধান্ত আলোচনা প্রস্তাব জনগণ ঢাকা রাজনীতি সরকার নির্বাচন দল বৈঠক সিদ্ধান্ত আলোচনা প্রস্তাব জনগণ ঢাকা রাজনীতি সরকার নির্বাচন দল বৈঠক সিদ্ধান্ত আলোচনা প্রস্তাব জনগণ ঢাকা রাজনীতি সরকার নির্বাচন দল বৈঠক সিদ্ধান্ত আলোচনা প্রস্তাব জনগণ ঢাকা রাজনীতি সরকার নির্বাচন দল বৈঠক সিদ্ধান্ত আলোচনা প্রস্তাব জনগণ ঢাকা রাজনীতি সরকার নির্বাচন দল বৈঠক সিদ্ধান্ত আলোচনা প্রস্তাব জনগণ ঢাকা রাজনীতি সরকার নির্বাচন দল বৈঠক সিদ্ধান্ত আলোচনা প্রস্তাব জনগণ ঢাকা রাজনীতি সরকার নির্বাচন দল বৈঠক সিদ্ধান্ত আলোচনা প্র [122, 256, 232, 396]
section-row [11, 636, 352, 644]
row-key: Brief Description of Related Services [23, 801, 143, 809]
bpdb-org-name: Bangladesh Power Development Board [63, 459, 298, 474]
row-number: 2 [11, 509, 23, 517]
row-number: ৪ [363, 524, 373, 543]
row-key: Development Partners (if applicable) [23, 628, 143, 636]
row-value: Dhaka, Bangladesh [143, 533, 352, 541]
lot-head-row [26, 825, 349, 840]
row-number: 15 [11, 644, 23, 652]
table-row [11, 620, 352, 628]
headline-bnp-candidates: বিএনপি প্রার্থীর ছড়াছড়ি [541, 28, 637, 39]
rail-gd-code: জিডি-১১০৫/০৬/২৫ (৫"×৪) [364, 1028, 428, 1034]
row-key: বিজ্ঞপ্তির বিবরণ [373, 469, 435, 488]
lot-col-header: Lot No. [26, 825, 48, 840]
table-cell: Goods, Procurement of Sand for Locomotive Sanding System. [449, 819, 521, 867]
article-text: ঢাকা রাজনীতি সরকার নির্বাচন দল বৈঠক সিদ্ধান্ত আলোচনা প্রস্তাব জনগণ ঢাকা রাজনীতি সরকার নির্বাচন দল বৈঠক সিদ্ধান্ত আলোচনা প্রস্তাব জনগণ ঢাকা রাজনীতি সরকার নির্বাচন দল বৈঠক সিদ্ধান্ত আলোচনা প্রস্তাব জনগণ ঢাকা রাজনীতি সরকার নির্বাচন দল বৈঠক সিদ্ধান্ত আলোচনা প্রস্তাব জনগণ ঢাকা রাজনীতি সরকার নির্বাচন দল বৈঠক সিদ্ধান্ত আলোচনা প্রস্তাব জনগণ ঢাকা রাজনীতি সরকার নির্বাচন দল বৈঠক সিদ্ধান্ত আলোচনা প্রস্তাব জনগণ ঢাকা রাজনীতি সরকার নির্বাচন দল বৈঠক সিদ্ধান্ত আলোচনা প্রস্তাব জনগণ ঢাকা রাজনীতি সরকার নির্বাচন দল বৈঠক সিদ্ধান্ত আলোচনা প্রস্তাব জনগণ ঢাকা রাজনীতি সরকার নির্বাচন দল বৈঠক সিদ্ধান্ত আলোচনা প্রস্তাব জনগণ ঢাকা রাজনীতি সরকার নির্বাচন দল বৈঠক সিদ্ধান্ত আলোচনা প্রস্তাব জনগণ ঢাকা রাজনীতি সরকার নির্বাচন দল বৈঠক সিদ্ধান্ত আলোচনা প্রস্তাব জনগণ ঢাকা রাজনীতি সরকার নির্বাচন দল বৈঠক সিদ্ধান্ত আলোচনা প্রস্তাব জনগণ ঢাকা রাজনীতি সরকার নির্বাচন দল বৈঠক সিদ্ধান্ত আলোচনা প্রস্তাব জনগণ ঢাকা রাজনীতি সরকার নির্বাচন দল বৈঠক সিদ্ধান্ত আলোচনা প্রস্তাব জনগণ ঢাকা রাজনীতি সরকার নির্বাচন দল বৈঠক সিদ্ধান্ত আলোচনা প্রস্তাব জনগণ ঢাকা রাজনীতি সরকার নির্বাচন দল বৈঠক সিদ্ধান্ত আলোচনা প্রস্তাব জনগণ ঢাকা রাজনীতি সরকার নির্বাচন দল বৈঠক সিদ্ধান্ত আলোচনা প্রস্তাব জনগণ ঢাকা রাজনীতি সরকার নির্বাচন দল বৈঠক সিদ্ধান্ত আলোচনা প্রস্তাব জনগণ ঢাকা রাজনীতি সরকার নির্বাচন দল বৈঠক সিদ্ধান্ত আলোচনা প্রস্তাব জনগণ ঢাকা রাজনীতি সরকার নির্বাচন দল বৈঠক সিদ্ধান্ত আলোচনা প্রস্তাব জনগণ ঢাকা রাজনীতি সরকার নির্বাচন দল বৈঠক সিদ্ধান্ত আলোচনা প্রস্তাব জনগণ ঢাকা রাজনীতি সরকার নির্বাচন দল বৈঠক সিদ্ধান্ত আলোচনা প্রস্তাব জনগণ ঢাকা রাজনীতি সরকার নির্বাচন দল বৈঠক সিদ্ধান্ত আলোচনা প্রস্তাব জনগণ ঢাকা রাজনীতি সরকার নির্বাচন দল বৈঠক সিদ্ধান্ত আলোচনা প্রস্তাব জনগণ ঢাকা রাজনীতি সরকার নির্বাচন দল বৈঠক সিদ্ধান্ত আলোচনা প্রস্তাব জনগণ ঢাকা রাজনীতি সরকার নির্বাচন দল বৈঠক সিদ্ধান্ত আলোচনা প্রস্তাব জনগণ ঢাকা রাজনীতি সরকার নির্বাচন দল বৈঠক সিদ্ধান্ত আলোচনা প্রস্তাব জনগণ ঢাকা রাজনীতি সরকার নির্বাচন দল বৈঠক সিদ্ধান্ত আলোচনা প্রস্তাব জনগণ ঢাকা রাজনীতি সরকার নির্বাচন দল বৈঠক সিদ্ধান্ত আলোচনা প্রস্তাব জনগণ ঢাকা রাজনীতি সরকার নির্বাচন দল বৈঠক সিদ্ধান্ত আলোচনা প্রস্তাব জনগণ ঢাকা রাজনীতি সরকার নির্বাচন দল বৈঠক সিদ্ধান্ত আলোচনা প্রস্তাব জনগণ ঢাকা রাজনীতি সরকার নির্বাচন দল বৈঠক সিদ্ধান্ত আলোচনা প্রস্তাব জনগণ ঢাকা রাজনীতি সরকার নির্বাচন দল বৈঠক সিদ্ধান্ত আলোচনা প্রস্তাব জনগণ ঢাকা রাজনীতি সরকার নির্বাচন দল বৈঠক সিদ্ধান্ত আলোচনা প্রস্তাব জনগণ ঢাকা রাজনীতি সরকার নির্বাচন দল বৈঠক সিদ্ধান্ত আলোচনা প্রস্তাব জনগণ ঢাকা রাজনীতি সরকার নির্বাচন দল বৈঠক সিদ্ধান্ত আলোচনা প্রস্তাব জনগণ ঢাকা রাজনীতি সরকার নির্বাচন দল বৈঠক সিদ্ধান্ত আলোচনা প্রস্তাব জনগণ ঢাকা রাজনীতি সরকার নির্বাচন দল বৈঠক সিদ্ধান্ত আলোচনা প্রস্তাব জনগণ ঢাকা রাজনীতি সরকার নির্বাচন দল বৈঠক সিদ্ধান্ত আলোচনা প্রস্তাব জনগণ ঢাকা রাজনীতি সরকার নির্বাচন দল বৈঠক সিদ্ধান্ত আলোচনা প্রস্তাব জনগণ ঢাকা রাজনীতি সরকার নির্বাচন দল বৈঠক সিদ্ধান্ত আলোচনা প্রস্তাব জনগণ ঢাকা রাজনীতি সরকার নির্বাচন দল বৈঠক সিদ্ধান্ত আলোচনা প্রস্তাব জনগণ ঢাকা রাজনীতি সরকার নির্বাচন দল বৈঠক সিদ্ধান্ত আলোচনা প্রস্তাব জনগণ ঢাকা রাজনীতি সরকার নির্বাচন দল বৈঠক সিদ্ধান্ত আলোচনা প্রস্তাব জনগণ ঢাকা রাজনীতি সরকার নির্বাচন দল বৈঠক সিদ্ধান্ত আলোচনা প্রস্তাব জনগণ ঢাকা রাজনীতি সরকার নির্বাচন দল বৈঠক সিদ্ধান্ত আলোচনা প্রস্তাব জনগণ ঢাকা রাজনীতি সরকার নির্বাচন দল বৈঠক সিদ্ধান্ত আলোচনা প্রস্তাব জনগণ ঢাকা রাজনীতি সরকার নির্বাচন দল বৈঠক সিদ্ধান্ত আলোচনা প্রস্তাব জনগণ ঢাকা রাজনীতি সরকার নির্বাচন দল বৈঠক সিদ্ধান্ত আলোচনা প্রস্তাব জনগণ ঢাকা রাজনীতি সরকার নির্বাচন দল বৈঠক সিদ্ধান্ত আলোচনা প্রস্তাব জনগণ ঢাকা রাজনীতি সরকার নির্বাচন দল বৈঠক সিদ্ধান্ত আলোচনা প্রস্তাব জনগণ ঢাকা রাজনীতি সরকার নির্বাচন দল বৈঠক সিদ্ধান্ত আলোচনা প্রস্তাব জনগণ ঢাকা রাজনীতি সরকার নির্বাচন দল বৈঠক সিদ্ধান্ত আলোচনা প্রস্তাব জনগণ ঢাকা রাজনীতি সরকার নির্বাচন দল বৈঠক সিদ্ধান্ত আলোচনা প্রস্তাব জনগণ ঢাকা রাজনীতি সরকার নির্বাচন দল বৈঠক সিদ্ধান্ত আলোচনা প্রস্তাব জনগণ ঢাকা রাজনীতি সরকার নির্বাচন দল বৈঠক সিদ্ধান্ত আলোচনা প্রস্তাব জনগণ ঢাকা রাজনীতি সরকার নির্বাচন দল বৈঠক সিদ্ধান্ত আলোচনা প্রস্তাব জনগণ ঢাকা রাজনীতি সরকার নির্বাচন দল বৈঠক সিদ্ধান্ত আলোচনা প্রস্তাব জনগণ ঢাকা রাজনীতি সরকার নির্বাচন দল বৈঠক সিদ্ধান্ত আলোচনা প্রস্তাব জনগণ ঢাকা রাজনীতি সরকার নির্বাচন দল বৈঠক সিদ্ধান্ত আলোচনা প্রস্তাব জনগণ [357, 40, 481, 331]
row-number: 32 [11, 894, 23, 902]
row-key: Name & Address of the Office (s) [23, 722, 143, 730]
row-number: 20 [11, 691, 23, 699]
table-row [11, 580, 352, 588]
row-number: 25 [11, 778, 23, 786]
lot-cell: Procurement of Transformer Oil Purifier of Shikalbaha 225 MW Duel Fuel CCPP, BPDB, Shikalbaha Chattogram, Bangladesh. [48, 840, 158, 869]
gov-line: গণপ্রজাতন্ত্রী বাংলাদেশ সরকার [488, 409, 562, 416]
notice-terms: This is an online Tender, where only e-Tender will be accepted in the national e-GP portal and no offline/hard copies will be accepted. To submit e-Tender please register on e-GP portal (https://www.eprocure.gov.bd) is required. The fees for downloading the e-tender document from the National e-GP system portal have to be deposited online through any registered Bank Branches. Further information and guidelines are available in the National e-GP System portal and from e-GP helpdesk@eprocure.gov.bd [364, 906, 686, 965]
table-row [11, 660, 352, 668]
article-text: ঢাকা রাজনীতি সরকার নির্বাচন দল বৈঠক সিদ্ধান্ত আলোচনা প্রস্তাব জনগণ ঢাকা রাজনীতি সরকার নির্বাচন দল বৈঠক সিদ্ধান্ত আলোচনা প্রস্তাব জনগণ ঢাকা রাজনীতি সরকার নির্বাচন দল বৈঠক সিদ্ধান্ত আলোচনা প্রস্তাব জনগণ ঢাকা রাজনীতি সরকার নির্বাচন দল বৈঠক সিদ্ধান্ত আলোচনা প্রস্তাব জনগণ ঢাকা রাজনীতি সরকার নির্বাচন দল বৈঠক সিদ্ধান্ত আলোচনা প্রস্তাব জনগণ ঢাকা রাজনীতি সরকার নির্বাচন দল বৈঠক সিদ্ধান্ত আলোচনা প্রস্তাব জনগণ ঢাকা রাজনীতি সরকার নির্বাচন দল বৈঠক সিদ্ধান্ত আলোচনা প্রস্তাব জনগণ ঢাকা রাজনীতি সরকার নির্বাচন দল বৈঠক সিদ্ধান্ত আলোচনা প্রস্তাব জনগণ ঢাকা রাজনীতি সরকার নির্বাচন দল বৈঠক সিদ্ধান্ত আলোচনা প্রস্তাব জনগণ ঢাকা রাজনীতি সরকার নির্বাচন দল বৈঠক সিদ্ধান্ত আলোচনা প্রস্তাব জনগণ ঢাকা রাজনীতি সরকার নির্বাচন দল বৈঠক সিদ্ধান্ত আলোচনা প্রস্তাব জনগণ ঢাকা রাজনীতি সরকার নির্বাচন দল বৈঠক সিদ্ধান্ত আলোচনা প্রস্তাব জনগণ ঢাকা রাজনীতি সরকার নির্বাচন দল বৈঠক সিদ্ধান্ত আলোচনা প্রস্তাব জনগণ ঢাকা রাজনীতি সরকার নির্বাচন দল বৈঠক সিদ্ধান্ত আলোচনা প্রস্তাব জনগণ ঢাকা রাজনীতি সরকার নির্বাচন দল বৈঠক সিদ্ধান্ত আলোচনা প্রস্তাব জনগণ ঢাকা রাজনীতি সরকার নির্বাচন দল বৈঠক সিদ্ধান্ত আলোচনা প্রস্তাব জনগণ ঢাকা রাজনীতি সরকার নির্বাচন দল বৈঠক সিদ্ধান্ত আলোচনা প্রস্তাব জনগণ ঢাকা রাজনীতি সরকার নির্বাচন দল বৈঠক সিদ্ধান্ত আলোচনা প্রস্তাব জনগণ ঢাকা রাজনীতি সরকার নির্বাচন দল বৈঠক সিদ্ধান্ত আলোচনা প্রস্তাব জনগণ ঢাকা রাজনীতি সরকার নির্বাচন দল বৈঠক সিদ্ধান্ত আলোচনা প্রস্তাব জনগণ ঢাকা রাজনীতি সরকার নির্বাচন দল বৈঠক সিদ্ধান্ত আলোচনা প্রস্তাব জনগণ ঢাকা রাজনীতি সরকার নির্বাচন দল বৈঠক সিদ্ধান্ত আলোচনা প্রস্তাব জনগণ ঢাকা রাজনীতি সরকার নির্বাচন দল বৈঠক সিদ্ধান্ত আলোচনা প্রস্তাব জনগণ ঢাকা রাজনীতি সরকার নির্বাচন দল বৈঠক সিদ্ধান্ত আলোচনা প্রস্তাব জনগণ ঢাকা রাজনীতি সরকার নির্বাচন দল বৈঠক সিদ্ধান্ত আলোচনা প্রস্তাব জনগণ ঢাকা রাজনীতি সরকার নির্বাচন দল বৈঠক সিদ্ধান্ত আলোচনা প্রস্তাব জনগণ ঢাকা রাজনীতি সরকার নির্বাচন দল বৈঠক সিদ্ধান্ত আলোচনা প্রস্তাব জনগণ ঢাকা রাজনীতি সরকার নির্বাচন দল বৈঠক সিদ্ধান্ত আলোচনা প্রস্তাব জনগণ ঢাকা রাজনীতি সরকার নির্বাচন দল বৈঠক সিদ্ধান্ত আলোচনা প্রস্তাব জনগণ ঢাকা রাজনীতি সরকার নির্বাচন দল বৈঠক সিদ্ধান্ত আলোচনা প্রস্তাব জনগণ ঢাকা রাজনীতি সরকার নির্বাচন দল বৈঠক সিদ্ধান্ত আলোচনা প্রস্তাব জনগণ ঢাকা রাজনীতি সরকার নির্বাচন দল বৈঠক সিদ্ধান্ত আলোচনা প্রস্তাব জনগণ ঢাকা রাজনীতি সরকার নির্বাচন দল বৈঠক সিদ্ধান্ত আলোচনা প্রস্তাব জনগণ ঢাকা রাজনীতি সরকার নির্বাচন দল বৈঠক সিদ্ধান্ত আলোচনা প্রস্তাব জনগণ ঢাকা রাজনীতি সরকার নির্বাচন দল বৈঠক সিদ্ধান্ত আলোচনা প্রস্তাব জনগণ ঢাকা রাজনীতি সরকার নির্বাচন দল বৈঠক সিদ্ধান্ত আলোচনা প্রস্তাব জনগণ ঢাকা রাজনীতি সরকার নির্বাচন দল বৈঠক সিদ্ধান্ত আলোচনা প্রস্তাব জনগণ ঢাকা রাজনীতি সরকার নির্বাচন দল বৈঠক সিদ্ধান্ত আলোচনা প্রস্তাব জনগণ ঢাকা রাজনীতি সরকার নির্বাচন দল বৈঠক সিদ্ধান্ত আলোচনা প্রস্তাব জনগণ ঢাকা রাজনীতি সরকার নির্বাচন দল বৈঠক সিদ্ধান্ত আলোচনা প্রস্তাব জনগণ ঢাকা রাজনীতি সরকার নির্বাচন দল বৈঠক সিদ্ধান্ত আলোচনা প্রস্তাব জনগণ ঢাকা রাজনীতি সরকার নির্বাচন দল বৈঠক সিদ্ধান্ত আলোচনা প্রস্তাব জনগণ ঢাকা রাজনীতি সরকার নির্বাচন দল বৈঠক সিদ্ধান্ত আলোচনা প্রস্তাব জনগণ ঢাকা রাজনীতি সরকার নির্বাচন দল বৈঠক সিদ্ধান্ত আলোচনা প্রস্তাব জনগণ ঢাকা রাজনীতি সরকার নির্বাচন দল বৈঠক সিদ্ধান্ত আলোচনা প্রস্তাব জনগণ ঢাকা রাজনীতি সরকার নির্বাচন দল বৈঠক সিদ্ধান্ত আলোচনা প্রস্তাব জনগণ ঢাকা রাজনীতি সরকার নির্বাচন দল বৈঠক সিদ্ধান্ত আলোচনা প্রস্তাব জনগণ ঢাকা রাজনীতি সরকার নির্বাচন দল বৈঠক সিদ্ধান্ত আলোচনা প্রস্তাব জনগণ ঢাকা রাজনীতি সরকার নির্বাচন দল বৈঠক সিদ্ধান্ত আলোচনা প্রস্তাব জনগণ ঢাকা রাজনীতি সরকার নির্বাচন দল বৈঠক সিদ্ধান্ত আলোচনা প্রস্তাব জনগণ ঢাকা রাজনীতি সরকার নির্বাচন দল বৈঠক সিদ্ধান্ত আলোচনা প্রস্তাব জনগণ ঢাকা রাজনীতি সরকার নির্বাচন দল বৈঠক সিদ্ধান্ত আলোচনা প্রস্তাব জনগণ ঢাকা রাজনীতি সরকার নির্বাচন দল বৈঠক সিদ্ধান্ত আলোচনা প্রস্তাব জনগণ ঢাকা রাজনীতি সরকার নির্বাচন দল বৈঠক সিদ্ধান্ত আলোচনা প্রস্তাব জনগণ ঢাকা রাজনীতি সরকার নির্বাচন দল বৈঠক সিদ্ধান্ত আলোচনা প্রস্তাব জনগণ ঢাকা রাজনীতি সরকার নির্বাচন দল বৈঠক সিদ্ধান্ত আলোচনা প্রস্তাব জনগণ ঢাকা রাজনীতি সরকার নির্বাচন দল বৈঠক সিদ্ধান্ত আলোচনা প্রস্তাব জনগণ ঢাকা রাজনীতি সরকার নির্বাচন দল বৈঠক সিদ্ধান্ত আলোচনা প্রস্তাব জনগণ ঢাকা রাজনীতি সরকার নির্বাচন দল বৈঠক সিদ্ধান্ত আলোচনা প্রস্তাব জনগণ ঢাকা রাজনীতি সরকার নির্বাচন দল বৈঠক সিদ্ধান্ত আলোচনা প্রস্তাব জনগণ [486, 40, 586, 396]
row-key: Eligibility of Tenderer [23, 778, 143, 786]
row-key: অন্যান্য [373, 599, 435, 618]
lot-cell: USD 4,000.00 OR BDT 4,80,000.00 [228, 840, 288, 869]
row-key: Tender Type [23, 580, 143, 588]
row-number: 12 [11, 604, 23, 612]
row-value: 11.08.2025 During Office Hours [143, 691, 352, 699]
table-row [363, 469, 690, 488]
row-key: Procuring Entity Name [23, 517, 143, 525]
railway-tender-notice [357, 662, 693, 1040]
table-row [365, 819, 688, 867]
row-key: Date [23, 564, 143, 572]
row-number: 4 [11, 525, 23, 533]
lot-col-header: Completion Time [288, 825, 349, 840]
row-number: 26 [11, 786, 23, 801]
table-row [363, 562, 690, 581]
row-value: Bangladesh Power Development Board (BPDB) [143, 509, 352, 517]
table-row [11, 722, 352, 730]
row-value: Not used at present [143, 525, 352, 533]
row-number: ৮ [363, 599, 373, 618]
sig-line: বিভাগীয় বন কর্মকর্তা [623, 620, 661, 625]
row-number: 16 [11, 652, 23, 660]
lot-cell: 1 [26, 840, 48, 869]
section-heading: INFORMATION FOR TENDERER [11, 770, 352, 778]
row-value: Directorate of Purchase, BPDB, WAPDA Building (9th Floor), 12-Motijheel C/A, Dhaka. [143, 902, 352, 917]
row-value: Tender [143, 580, 352, 588]
forest-gc-code: GC-1101/06/25 (6×4) [364, 643, 419, 649]
row-number: ৬ [363, 562, 373, 581]
row-key: Project/Programme Name (if applicable) [23, 652, 143, 660]
table-row [11, 786, 352, 801]
row-value: ঢাকা রাজনীতি সরকার নির্বাচন দল বৈঠক সিদ্ধান্ত আলোচনা প্রস্তাব জনগণ ঢাকা রাজনীতি সরকার নির্বাচন দল বৈঠক সিদ্ধান্ত আলোচনা প্রস্তাব জনগণ ঢাকা রাজনীতি সরকার নির্বাচন দল বৈঠক সিদ্ধান্ত আলোচনা প্রস্তাব জনগণ ঢাকা রাজনীতি সরকার নির্বাচন দল বৈঠক সিদ্ধান্ত আলোচনা প্রস্তাব জনগণ ঢাকা রাজনীতি সরকার নির্বাচন দল বৈঠক সিদ্ধান্ত আলোচনা প্রস্তাব জনগণ ঢাকা রাজনীতি সরকার নির্বাচন দল বৈঠক সিদ্ধান্ত আলোচনা প্রস্তাব জনগণ [435, 543, 690, 562]
sig-line: Bangladesh Railway, Paksey. [557, 1025, 651, 1034]
row-key: Selling Tender (Principal) [23, 730, 143, 738]
headline-mob-culture: মব সংস্কৃতি [395, 28, 439, 39]
row-number: 35 [11, 925, 23, 940]
row-key: Place/Date/Time of Pre-Tender Meeting [23, 762, 143, 770]
row-number: 29 [11, 824, 23, 870]
table-row [11, 917, 352, 925]
table-row [11, 886, 352, 894]
memo-date: তারিখ: ২৩/০৬/২০২৫ খ্রি. [637, 438, 686, 443]
row-number: 22 [11, 714, 23, 722]
table-row [11, 925, 352, 940]
row-key: Tender Opening Date and Time [23, 714, 143, 722]
row-value: Directorate of Purchase, BPDB, WAPDA Building (9th floor), 12-Motijheel C/A, [143, 754, 352, 762]
table-row [11, 762, 352, 770]
table-cell: NCT, OTM [603, 819, 633, 867]
table-row [11, 878, 352, 886]
row-value: Not applicable. [143, 628, 352, 636]
sig-line: Sd/ [298, 982, 306, 988]
government-emblem-icon [364, 668, 400, 704]
table-cell: 24-June-2025 12:00, 09-July-2025 12:00 [633, 819, 688, 867]
sig-name: (Md. Nannu Miah) [279, 988, 325, 995]
forest-signature-block [602, 614, 682, 632]
row-value: ঢাকা রাজনীতি সরকার নির্বাচন দল বৈঠক সিদ্ধান্ত আলোচনা প্রস্তাব জনগণ ঢাকা রাজনীতি সরকার নির্বাচন দল বৈঠক সিদ্ধান্ত আলোচনা প্রস্তাব জনগণ ঢাকা রাজনীতি সরকার নির্বাচন দল বৈঠক সিদ্ধান্ত আলোচনা প্রস্তাব জনগণ ঢাকা রাজনীতি সরকার নির্বাচন দল বৈঠক সিদ্ধান্ত আলোচনা প্রস্তাব জনগণ ঢাকা রাজনীতি সরকার নির্বাচন দল বৈঠক সিদ্ধান্ত আলোচনা প্রস্তাব জনগণ ঢাকা রাজনীতি সরকার নির্বাচন দল বৈঠক সিদ্ধান্ত আলোচনা প্রস্তাব জনগণ [435, 580, 690, 599]
row-key: জামানত [373, 562, 435, 581]
row-number: 11 [11, 596, 23, 604]
table-row [11, 588, 352, 596]
row-value [143, 722, 352, 730]
row-number: ২ [363, 487, 373, 506]
row-value: Procurement of Transformer Oil Purifier of Shikalbaha 225 MW Duel Fuel CCPP, BPDB, Shikalbaha Chattogram, Bangladesh. [143, 786, 352, 801]
row-key: Agency [23, 509, 143, 517]
lot-col-header: Location [158, 825, 228, 840]
bpdb-tender-table [10, 500, 352, 948]
row-value: Not Applicable [143, 762, 352, 770]
table-row [363, 524, 690, 543]
table-cell: 1121794, DME/LOCO/ SANG/RAHO/ e-GP/2024-2025/04 [385, 819, 449, 867]
row-key: Tender Publication Date [23, 683, 143, 691]
row-value: Not Applicable [143, 738, 352, 746]
table-row [363, 580, 690, 599]
table-row [11, 509, 352, 517]
sig-line: BPDB, Dhaka. [285, 1008, 319, 1014]
row-value: Ministry of Power, Energy & Mineral Resources/Power Division [143, 501, 352, 509]
row-value: Procurement of Transformer Oil Purifier of Shikalbaha 225 MW Duel Fuel CCPP, BPDB, Shikalbaha Chattogram, Bangladesh. [143, 668, 352, 683]
bpdb-title: Invitation for International Tender [9, 477, 352, 497]
row-value: Md. Nannu Miah [143, 886, 352, 894]
table-row [363, 487, 690, 506]
